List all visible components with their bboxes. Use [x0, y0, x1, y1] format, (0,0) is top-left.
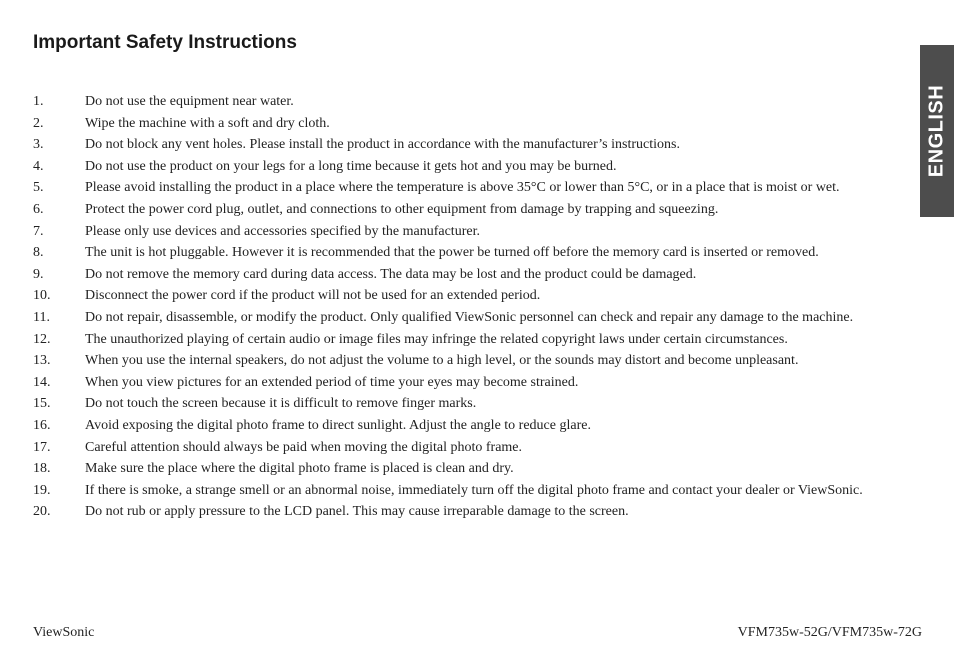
item-number: 17.: [33, 439, 51, 455]
item-number: 20.: [33, 504, 51, 520]
safety-instructions-list: [33, 91, 923, 523]
page-title: Important Safety Instructions: [33, 32, 297, 53]
list-item: [33, 242, 923, 264]
item-number: 3.: [33, 137, 44, 153]
footer-brand: ViewSonic: [33, 625, 95, 640]
language-tab: [920, 45, 954, 217]
item-text: Do not touch the screen because it is difficult to remove finger marks.: [85, 396, 477, 412]
list-item: [33, 134, 923, 156]
item-number: 4.: [33, 158, 44, 174]
item-text: Please only use devices and accessories specified by the manufacturer.: [85, 223, 480, 239]
list-item: [33, 113, 923, 135]
item-number: 10.: [33, 288, 51, 304]
item-text: The unauthorized playing of certain audio or image files may infringe the related copyright laws under certain circumstances.: [85, 331, 788, 347]
list-item: [33, 91, 923, 113]
list-item: [33, 221, 923, 243]
item-text: Do not use the product on your legs for a long time because it gets hot and you may be burned.: [85, 158, 617, 174]
item-text: Do not rub or apply pressure to the LCD panel. This may cause irreparable damage to the screen.: [85, 504, 629, 520]
item-number: 14.: [33, 374, 51, 390]
item-number: 5.: [33, 180, 44, 196]
item-number: 6.: [33, 201, 44, 217]
item-text: Do not use the equipment near water.: [85, 94, 294, 109]
list-item: [33, 177, 923, 199]
item-number: 2.: [33, 115, 44, 131]
list-item: [33, 501, 923, 523]
item-text: When you use the internal speakers, do not adjust the volume to a high level, or the sounds may distort and become unpleasant.: [85, 353, 799, 369]
list-item: [33, 264, 923, 286]
item-number: 12.: [33, 331, 51, 347]
list-item: [33, 285, 923, 307]
item-number: 19.: [33, 482, 51, 498]
list-item: [33, 372, 923, 394]
item-text: Protect the power cord plug, outlet, and connections to other equipment from damage by trapping and squeezing.: [85, 201, 719, 217]
list-item: [33, 199, 923, 221]
item-number: 11.: [33, 309, 50, 325]
list-item: [33, 393, 923, 415]
item-number: 9.: [33, 266, 44, 282]
list-item: [33, 156, 923, 178]
item-text: Avoid exposing the digital photo frame to direct sunlight. Adjust the angle to reduce glare.: [85, 417, 591, 433]
item-text: Do not block any vent holes. Please install the product in accordance with the manufacturer’s instructions.: [85, 137, 680, 153]
list-item: [33, 458, 923, 480]
item-text: Do not repair, disassemble, or modify the product. Only qualified ViewSonic personnel can check and repair any damage to the machine.: [85, 309, 854, 325]
item-number: 15.: [33, 396, 51, 412]
item-text: If there is smoke, a strange smell or an abnormal noise, immediately turn off the digital photo frame and contact your dealer or ViewSonic.: [85, 482, 863, 498]
item-text: Careful attention should always be paid when moving the digital photo frame.: [85, 439, 523, 455]
item-text: Please avoid installing the product in a place where the temperature is above 35°C or lower than 5°C, or in a place that is moist or wet.: [85, 180, 840, 196]
list-item: [33, 307, 923, 329]
item-text: Make sure the place where the digital photo frame is placed is clean and dry.: [85, 461, 514, 477]
item-number: 1.: [33, 94, 44, 109]
list-item: [33, 480, 923, 502]
item-text: Do not remove the memory card during data access. The data may be lost and the product could be damaged.: [85, 266, 697, 282]
item-text: The unit is hot pluggable. However it is recommended that the power be turned off before the memory card is inserted or removed.: [85, 245, 819, 261]
list-item: [33, 350, 923, 372]
item-text: When you view pictures for an extended period of time your eyes may become strained.: [85, 374, 579, 390]
item-text: Wipe the machine with a soft and dry cloth.: [85, 115, 330, 131]
list-item: [33, 329, 923, 351]
item-number: 18.: [33, 461, 51, 477]
item-number: 13.: [33, 353, 51, 369]
item-number: 8.: [33, 245, 44, 261]
footer-model: VFM735w-52G/VFM735w-72G: [737, 625, 922, 640]
list-item: [33, 415, 923, 437]
list-item: [33, 437, 923, 459]
item-text: Disconnect the power cord if the product will not be used for an extended period.: [85, 288, 541, 304]
language-tab-label: ENGLISH: [925, 84, 948, 178]
item-number: 16.: [33, 417, 51, 433]
item-number: 7.: [33, 223, 44, 239]
